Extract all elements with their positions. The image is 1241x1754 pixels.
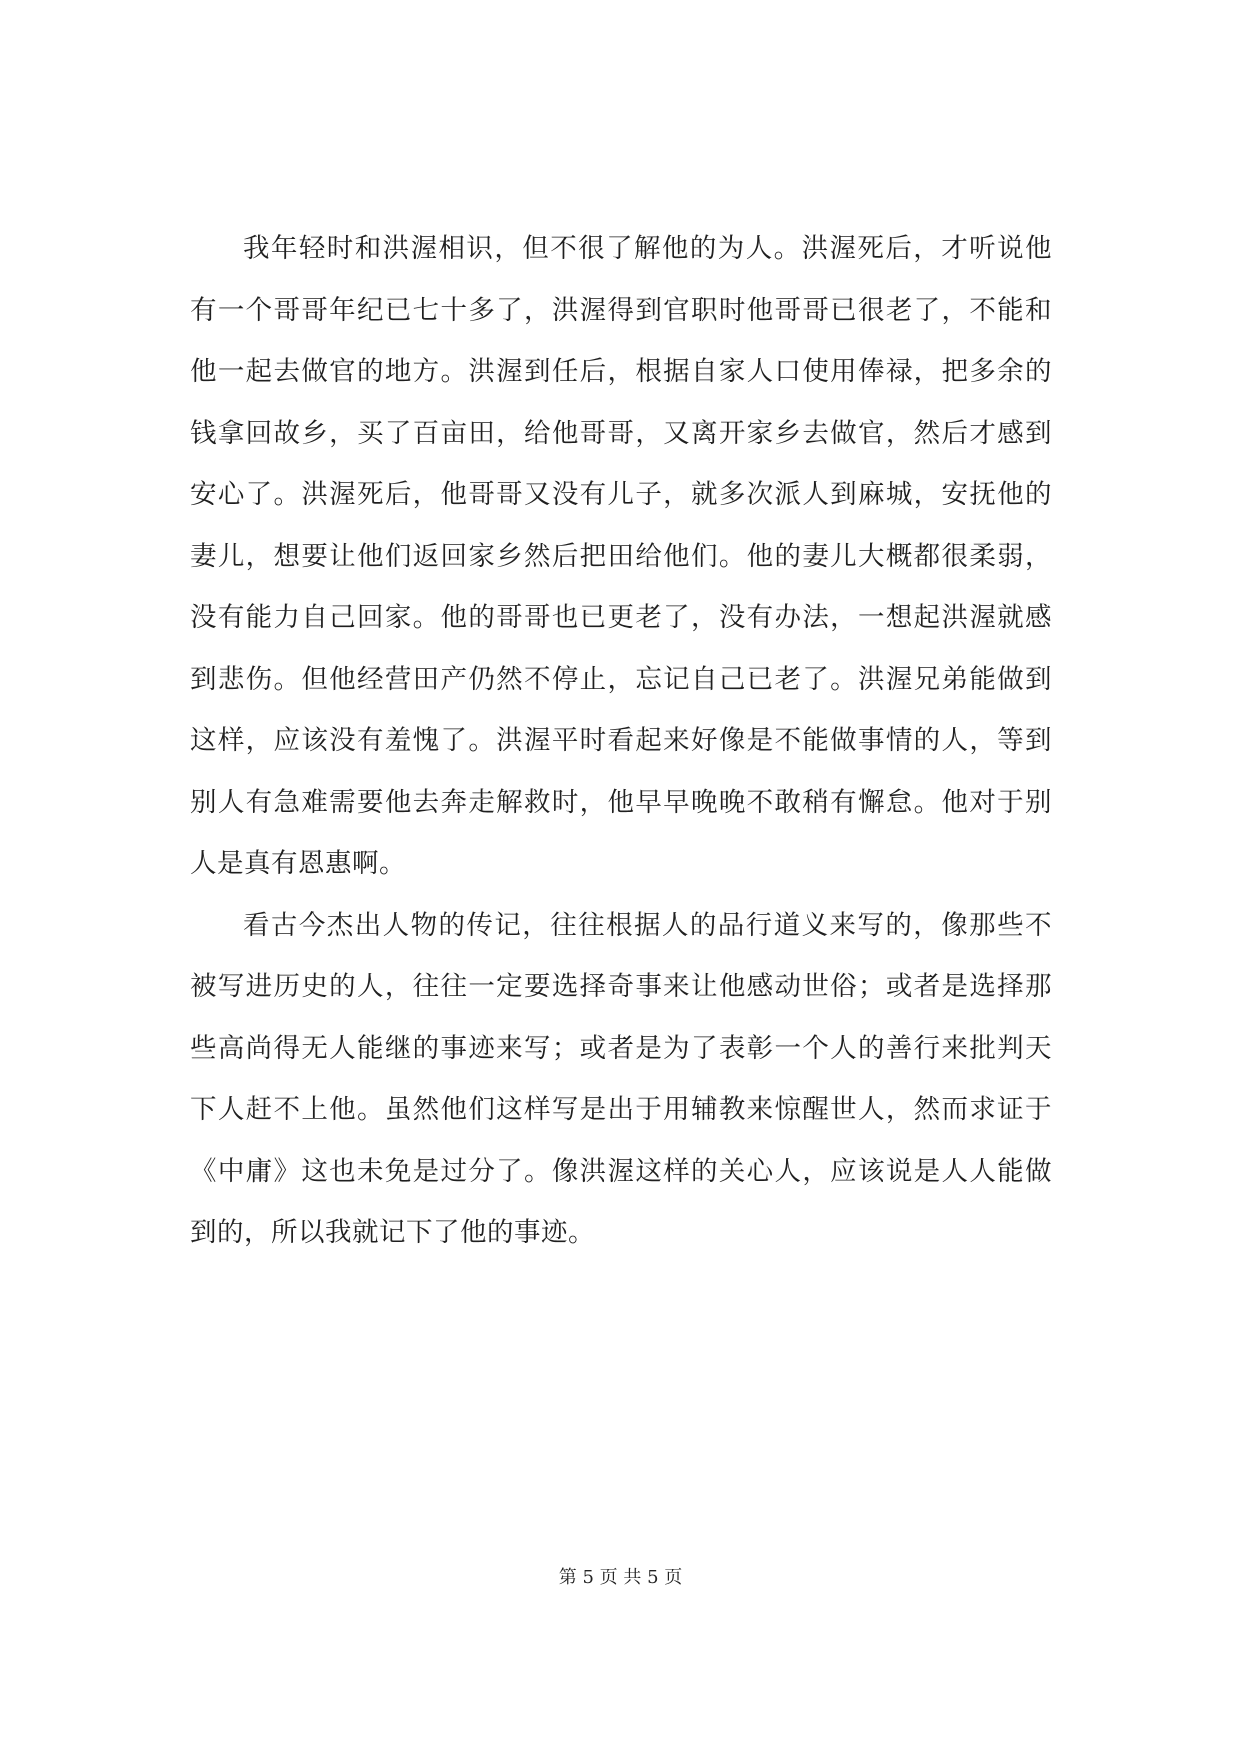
page-footer bbox=[0, 1566, 1241, 1590]
paragraph: 看古今杰出人物的传记，往往根据人的品行道义来写的，像那些不被写进历史的人，往往一定要选择奇事来让他感动世俗；或者是选择那些高尚得无人能继的事迹来写；或者是为了表彰一个人的善行来批判天下人赶不上他。虽然他们这样写是出于用辅教来惊醒世人，然而求证于《中庸》这也未免是过分了。像洪渥这样的关心人，应该说是人人能做到的，所以我就记下了他的事迹。 bbox=[190, 909, 1052, 1248]
paragraph: 我年轻时和洪渥相识，但不很了解他的为人。洪渥死后，才听说他有一个哥哥年纪已七十多了，洪渥得到官职时他哥哥已很老了，不能和他一起去做官的地方。洪渥到任后，根据自家人口使用俸禄，把多余的钱拿回故乡，买了百亩田，给他哥哥，又离开家乡去做官，然后才感到安心了。洪渥死后，他哥哥又没有儿子，就多次派人到麻城，安抚他的妻儿，想要让他们返回家乡然后把田给他们。他的妻儿大概都很柔弱，没有能力自己回家。他的哥哥也已更老了，没有办法，一想起洪渥就感到悲伤。但他经营田产仍然不停止，忘记自己已老了。洪渥兄弟能做到这样，应该没有羞愧了。洪渥平时看起来好像是不能做事情的人，等到别人有急难需要他去奔走解救时，他早早晚晚不敢稍有懈怠。他对于别人是真有恩惠啊。 bbox=[190, 233, 1052, 879]
document-body bbox=[190, 218, 1052, 1264]
page-number-label: 第 5 页 共 5 页 bbox=[558, 1567, 683, 1588]
